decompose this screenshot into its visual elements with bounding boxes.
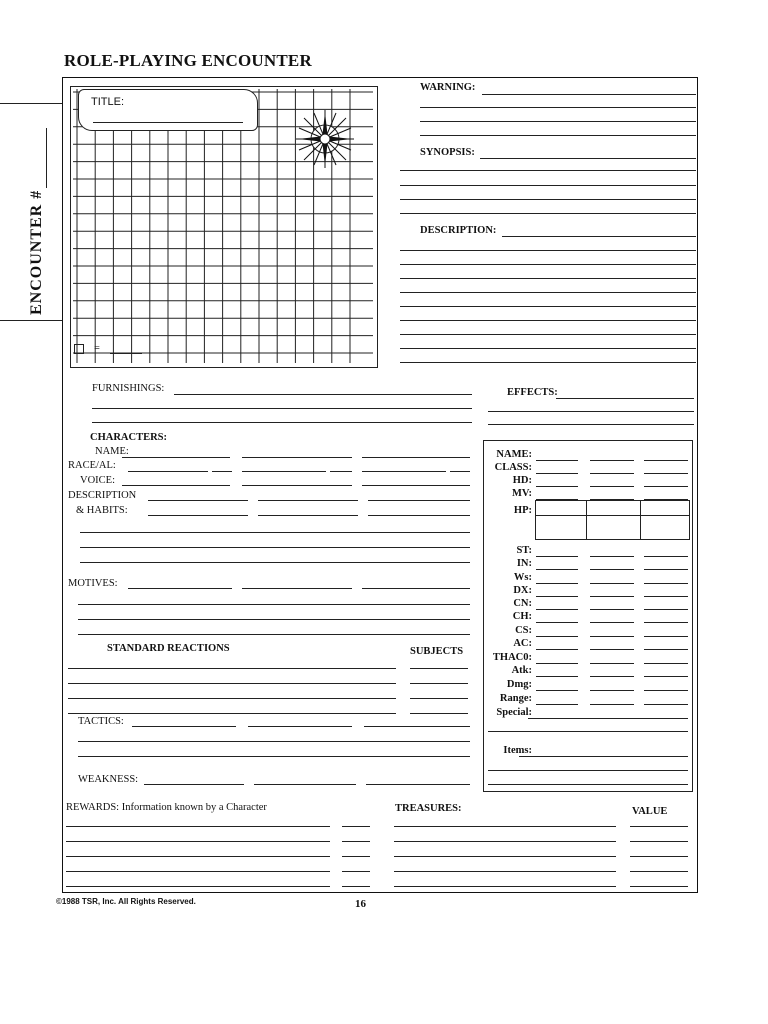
monster-stat-line[interactable] [590, 663, 634, 664]
description-habits-line[interactable] [148, 500, 248, 501]
description-habits-line[interactable] [368, 500, 470, 501]
monster-stat-line[interactable] [590, 704, 634, 705]
monster-stat-line[interactable] [536, 596, 578, 597]
value-line[interactable] [630, 856, 688, 857]
monster-stat-line[interactable] [590, 486, 634, 487]
motives-line[interactable] [242, 588, 352, 589]
treasure-line[interactable] [394, 841, 616, 842]
reward-line[interactable] [66, 871, 330, 872]
description-habits-line[interactable] [80, 547, 470, 548]
al-line[interactable] [330, 471, 352, 472]
rewards-note: Information known by a Character [121, 802, 267, 813]
monster-stat-label: HP: [513, 505, 532, 516]
monster-stat-label: Items: [503, 745, 532, 756]
side-tab-top-line [0, 103, 62, 104]
monster-stat-label: IN: [516, 558, 532, 569]
motives-line[interactable] [362, 588, 470, 589]
monster-stat-line[interactable] [536, 622, 578, 623]
monster-stat-line[interactable] [488, 770, 688, 771]
scale-line[interactable] [110, 353, 142, 354]
voice-line[interactable] [362, 485, 470, 486]
value-line[interactable] [630, 841, 688, 842]
description-line[interactable] [400, 362, 696, 363]
monster-stat-label: CN: [513, 598, 532, 609]
treasure-line[interactable] [394, 856, 616, 857]
monster-stat-label: DX: [513, 585, 532, 596]
monster-stat-label: NAME: [496, 449, 532, 460]
warning-line[interactable] [482, 94, 696, 95]
motives-line[interactable] [128, 588, 232, 589]
race-line[interactable] [242, 471, 326, 472]
synopsis-line[interactable] [400, 185, 696, 186]
tactics-line[interactable] [364, 726, 470, 727]
reaction-line[interactable] [68, 683, 396, 684]
warning-line[interactable] [420, 135, 696, 136]
monster-stat-line[interactable] [590, 609, 634, 610]
treasure-line[interactable] [394, 826, 616, 827]
warning-label: WARNING: [420, 82, 476, 93]
monster-stat-line[interactable] [590, 473, 634, 474]
standard-reactions-label: STANDARD REACTIONS [107, 643, 230, 654]
weakness-label: WEAKNESS: [78, 774, 139, 785]
furnishings-label: FURNISHINGS: [92, 383, 165, 394]
description-habits-line[interactable] [368, 515, 470, 516]
monster-stat-line[interactable] [644, 499, 688, 500]
description-habits-line[interactable] [80, 562, 470, 563]
warning-line[interactable] [420, 107, 696, 108]
voice-line[interactable] [122, 485, 230, 486]
subject-line[interactable] [410, 668, 468, 669]
rewards-label-text: REWARDS: [66, 802, 120, 813]
reward-value-line[interactable] [342, 826, 370, 827]
description-line[interactable] [502, 236, 696, 237]
title-scroll [78, 89, 258, 131]
motives-line[interactable] [78, 634, 470, 635]
monster-stat-line[interactable] [536, 609, 578, 610]
monster-stat-label: HD: [512, 475, 532, 486]
tactics-line[interactable] [132, 726, 236, 727]
reward-value-line[interactable] [342, 886, 370, 887]
subjects-label: SUBJECTS [410, 646, 464, 657]
weakness-line[interactable] [144, 784, 244, 785]
encounter-number-line[interactable] [46, 128, 47, 188]
monster-stat-line[interactable] [644, 636, 688, 637]
subject-line[interactable] [410, 698, 468, 699]
monster-stat-line[interactable] [644, 556, 688, 557]
reward-line[interactable] [66, 826, 330, 827]
monster-stat-line[interactable] [590, 622, 634, 623]
title-label: TITLE: [91, 96, 125, 108]
reaction-line[interactable] [68, 668, 396, 669]
tactics-line[interactable] [78, 741, 470, 742]
monster-stat-line[interactable] [644, 622, 688, 623]
monster-stat-label: Range: [499, 693, 532, 704]
monster-stat-line[interactable] [536, 636, 578, 637]
rewards-label [66, 802, 267, 814]
monster-stat-line[interactable] [536, 663, 578, 664]
monster-stat-line[interactable] [590, 460, 634, 461]
monster-stat-line[interactable] [644, 473, 688, 474]
name-line[interactable] [242, 457, 352, 458]
description-label: DESCRIPTION: [420, 225, 497, 236]
weakness-line[interactable] [254, 784, 356, 785]
name-label: NAME: [95, 446, 129, 457]
treasure-line[interactable] [394, 871, 616, 872]
subject-line[interactable] [410, 713, 468, 714]
monster-stat-line[interactable] [536, 499, 578, 500]
monster-stat-line[interactable] [536, 676, 578, 677]
monster-stat-line[interactable] [536, 556, 578, 557]
name-line[interactable] [362, 457, 470, 458]
reward-value-line[interactable] [342, 871, 370, 872]
reaction-line[interactable] [68, 713, 396, 714]
monster-stat-label: THAC0: [492, 652, 532, 663]
description-line[interactable] [400, 306, 696, 307]
monster-stat-line[interactable] [644, 569, 688, 570]
monster-stat-label: ST: [516, 545, 532, 556]
synopsis-label: SYNOPSIS: [420, 147, 475, 158]
monster-stat-line[interactable] [536, 583, 578, 584]
description-line[interactable] [400, 334, 696, 335]
synopsis-line[interactable] [480, 158, 696, 159]
treasure-line[interactable] [394, 886, 616, 887]
synopsis-line[interactable] [400, 213, 696, 214]
furnishings-line[interactable] [92, 408, 472, 409]
description-line[interactable] [400, 348, 696, 349]
monster-stat-line[interactable] [536, 460, 578, 461]
monster-stat-line[interactable] [590, 676, 634, 677]
furnishings-line[interactable] [92, 422, 472, 423]
scale-checkbox[interactable] [74, 344, 84, 354]
race-line[interactable] [128, 471, 208, 472]
monster-stat-label: CH: [512, 611, 532, 622]
monster-stat-line[interactable] [644, 690, 688, 691]
description-habits-line[interactable] [80, 532, 470, 533]
characters-label: CHARACTERS: [90, 432, 168, 443]
monster-stat-line[interactable] [519, 756, 688, 757]
monster-stat-line[interactable] [644, 676, 688, 677]
synopsis-line[interactable] [400, 199, 696, 200]
monster-stat-line[interactable] [644, 596, 688, 597]
monster-stat-line[interactable] [590, 569, 634, 570]
monster-stat-line[interactable] [488, 784, 688, 785]
encounter-number-label: ENCOUNTER # [28, 189, 45, 315]
description-habits-line[interactable] [148, 515, 248, 516]
voice-label: VOICE: [80, 475, 115, 486]
tactics-line[interactable] [248, 726, 352, 727]
page-number: 16 [355, 898, 366, 910]
page-title: ROLE-PLAYING ENCOUNTER [64, 51, 312, 70]
reward-line[interactable] [66, 841, 330, 842]
tactics-line[interactable] [78, 756, 470, 757]
description-line[interactable] [400, 278, 696, 279]
monster-stat-line[interactable] [644, 649, 688, 650]
description-line[interactable] [400, 250, 696, 251]
habits-label: & HABITS: [76, 505, 128, 516]
monster-stat-line[interactable] [536, 486, 578, 487]
hp-table[interactable] [535, 500, 690, 540]
description-habits-line[interactable] [258, 500, 358, 501]
reward-value-line[interactable] [342, 856, 370, 857]
copyright-notice: ©1988 TSR, Inc. All Rights Reserved. [56, 897, 196, 906]
synopsis-line[interactable] [400, 170, 696, 171]
monster-stat-line[interactable] [528, 718, 688, 719]
value-line[interactable] [630, 886, 688, 887]
effects-label: EFFECTS: [507, 387, 558, 398]
value-line[interactable] [630, 871, 688, 872]
title-line[interactable] [93, 122, 243, 123]
description-habits-label: DESCRIPTION [68, 490, 137, 501]
monster-stat-line[interactable] [590, 690, 634, 691]
monster-stat-label: Special: [496, 707, 532, 718]
description-line[interactable] [400, 264, 696, 265]
value-line[interactable] [630, 826, 688, 827]
motives-label: MOTIVES: [68, 578, 118, 589]
effects-line[interactable] [488, 424, 694, 425]
monster-stat-line[interactable] [590, 649, 634, 650]
warning-line[interactable] [420, 121, 696, 122]
description-line[interactable] [400, 292, 696, 293]
al-line[interactable] [450, 471, 470, 472]
motives-line[interactable] [78, 619, 470, 620]
furnishings-line[interactable] [174, 394, 472, 395]
monster-stat-label: CS: [515, 625, 532, 636]
subject-line[interactable] [410, 683, 468, 684]
monster-stat-line[interactable] [644, 704, 688, 705]
effects-line[interactable] [488, 411, 694, 412]
tactics-label: TACTICS: [78, 716, 124, 727]
compass-rose-icon [294, 108, 356, 170]
reward-value-line[interactable] [342, 841, 370, 842]
monster-stat-label: CLASS: [494, 462, 532, 473]
monster-stat-line[interactable] [536, 704, 578, 705]
reward-line[interactable] [66, 856, 330, 857]
monster-stat-line[interactable] [590, 636, 634, 637]
monster-stat-line[interactable] [536, 649, 578, 650]
monster-stat-line[interactable] [644, 460, 688, 461]
description-line[interactable] [400, 320, 696, 321]
monster-stat-line[interactable] [644, 663, 688, 664]
side-tab-bottom-line [0, 320, 62, 321]
race-line[interactable] [362, 471, 446, 472]
monster-stat-line[interactable] [590, 583, 634, 584]
monster-stat-line[interactable] [536, 473, 578, 474]
monster-stat-label: Ws: [513, 572, 532, 583]
reward-line[interactable] [66, 886, 330, 887]
reaction-line[interactable] [68, 698, 396, 699]
monster-stat-line[interactable] [536, 690, 578, 691]
monster-stat-line[interactable] [644, 486, 688, 487]
monster-stat-label: Dmg: [506, 679, 532, 690]
voice-line[interactable] [242, 485, 352, 486]
weakness-line[interactable] [366, 784, 470, 785]
description-habits-line[interactable] [258, 515, 358, 516]
al-line[interactable] [212, 471, 232, 472]
monster-stat-line[interactable] [488, 731, 688, 732]
effects-line[interactable] [556, 398, 694, 399]
name-line[interactable] [122, 457, 230, 458]
monster-stat-line[interactable] [590, 596, 634, 597]
monster-stat-line[interactable] [644, 583, 688, 584]
motives-line[interactable] [78, 604, 470, 605]
monster-stat-line[interactable] [644, 609, 688, 610]
monster-stat-label: Atk: [511, 665, 532, 676]
scale-equals: = [94, 343, 100, 354]
treasures-label: TREASURES: [395, 803, 462, 814]
monster-stat-line[interactable] [590, 556, 634, 557]
monster-stat-label: AC: [513, 638, 532, 649]
monster-stat-label: MV: [511, 488, 532, 499]
monster-stat-line[interactable] [536, 569, 578, 570]
monster-stat-line[interactable] [590, 499, 634, 500]
race-al-label: RACE/AL: [68, 460, 116, 471]
value-label: VALUE [632, 806, 668, 817]
